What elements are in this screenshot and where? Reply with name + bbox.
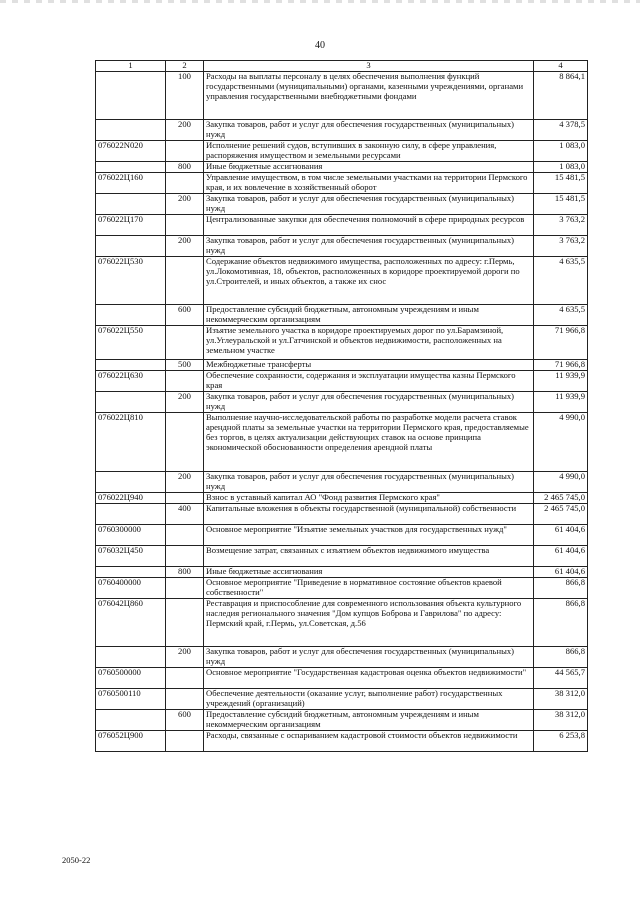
amount: 15 481,5 xyxy=(534,172,588,193)
expense-description: Основное мероприятие "Изъятие земельных участков для государственных нужд" xyxy=(204,524,534,545)
target-article-code: 076022Ц170 xyxy=(96,214,166,235)
expense-type-code xyxy=(166,172,204,193)
target-article-code xyxy=(96,566,166,577)
amount: 61 404,6 xyxy=(534,524,588,545)
expense-type-code: 400 xyxy=(166,503,204,524)
expense-description: Основное мероприятие "Приведение в нормативное состояние объектов краевой собственности" xyxy=(204,577,534,598)
table-row xyxy=(96,598,588,646)
amount: 38 312,0 xyxy=(534,709,588,730)
table-row xyxy=(96,730,588,751)
amount: 44 565,7 xyxy=(534,667,588,688)
expense-type-code: 100 xyxy=(166,71,204,119)
expense-type-code: 200 xyxy=(166,646,204,667)
expense-type-code xyxy=(166,545,204,566)
budget-table xyxy=(95,60,588,752)
amount: 11 939,9 xyxy=(534,391,588,412)
target-article-code xyxy=(96,119,166,140)
expense-description: Взнос в уставный капитал АО "Фонд развития Пермского края" xyxy=(204,492,534,503)
expense-description: Изъятие земельного участка в коридоре проектируемых дорог по ул.Барамзиной, ул.Углеуральской и ул.Гатчинской и объектов недвижимости, расположенных на земельном участке xyxy=(204,325,534,359)
amount: 4 378,5 xyxy=(534,119,588,140)
expense-description: Расходы, связанные с оспариванием кадастровой стоимости объектов недвижимости xyxy=(204,730,534,751)
expense-description: Обеспечение деятельности (оказание услуг, выполнение работ) государственных учреждений (организаций) xyxy=(204,688,534,709)
target-article-code xyxy=(96,471,166,492)
expense-type-code: 800 xyxy=(166,161,204,172)
amount: 2 465 745,0 xyxy=(534,492,588,503)
header-col-4: 4 xyxy=(534,61,588,72)
target-article-code: 0760400000 xyxy=(96,577,166,598)
table-row xyxy=(96,709,588,730)
table-row xyxy=(96,566,588,577)
target-article-code xyxy=(96,235,166,256)
target-article-code xyxy=(96,161,166,172)
target-article-code: 076042Ц860 xyxy=(96,598,166,646)
expense-type-code: 200 xyxy=(166,193,204,214)
table-row xyxy=(96,140,588,161)
target-article-code: 076022Ц530 xyxy=(96,256,166,304)
table-row xyxy=(96,193,588,214)
table-row xyxy=(96,235,588,256)
header-col-1: 1 xyxy=(96,61,166,72)
amount: 6 253,8 xyxy=(534,730,588,751)
target-article-code: 076022Ц810 xyxy=(96,412,166,471)
table-row xyxy=(96,325,588,359)
table-row xyxy=(96,370,588,391)
expense-type-code: 200 xyxy=(166,235,204,256)
amount: 4 635,5 xyxy=(534,256,588,304)
target-article-code: 076022Ц630 xyxy=(96,370,166,391)
expense-description: Возмещение затрат, связанных с изъятием объектов недвижимого имущества xyxy=(204,545,534,566)
table-row xyxy=(96,119,588,140)
expense-description: Капитальные вложения в объекты государственной (муниципальной) собственности xyxy=(204,503,534,524)
expense-type-code xyxy=(166,492,204,503)
page-number: 40 xyxy=(315,40,325,51)
amount: 71 966,8 xyxy=(534,359,588,370)
table-row xyxy=(96,688,588,709)
amount: 3 763,2 xyxy=(534,235,588,256)
expense-description: Обеспечение сохранности, содержания и эксплуатации имущества казны Пермского края xyxy=(204,370,534,391)
table-row xyxy=(96,503,588,524)
expense-description: Закупка товаров, работ и услуг для обеспечения государственных (муниципальных) нужд xyxy=(204,646,534,667)
amount: 38 312,0 xyxy=(534,688,588,709)
expense-description: Закупка товаров, работ и услуг для обеспечения государственных (муниципальных) нужд xyxy=(204,391,534,412)
expense-type-code xyxy=(166,598,204,646)
expense-type-code xyxy=(166,688,204,709)
target-article-code xyxy=(96,646,166,667)
expense-type-code xyxy=(166,325,204,359)
expense-type-code: 800 xyxy=(166,566,204,577)
expense-description: Содержание объектов недвижимого имущества, расположенных по адресу: г.Пермь, ул.Локомотивная, 18, объектов, расположенных в коридоре проектируемой дороги по ул.Строителей, и иных объектов, а также их снос xyxy=(204,256,534,304)
target-article-code: 076022Ц550 xyxy=(96,325,166,359)
amount: 866,8 xyxy=(534,646,588,667)
scan-edge xyxy=(0,0,640,3)
expense-description: Закупка товаров, работ и услуг для обеспечения государственных (муниципальных) нужд xyxy=(204,193,534,214)
expense-description: Управление имуществом, в том числе земельными участками на территории Пермского края, и их вовлечение в хозяйственный оборот xyxy=(204,172,534,193)
target-article-code: 076032Ц450 xyxy=(96,545,166,566)
expense-type-code xyxy=(166,214,204,235)
expense-type-code xyxy=(166,730,204,751)
table-row xyxy=(96,391,588,412)
target-article-code xyxy=(96,193,166,214)
expense-type-code xyxy=(166,667,204,688)
amount: 4 990,0 xyxy=(534,412,588,471)
expense-description: Предоставление субсидий бюджетным, автономным учреждениям и иным некоммерческим организациям xyxy=(204,304,534,325)
expense-type-code: 600 xyxy=(166,709,204,730)
amount: 61 404,6 xyxy=(534,545,588,566)
amount: 71 966,8 xyxy=(534,325,588,359)
table-row xyxy=(96,412,588,471)
amount: 1 083,0 xyxy=(534,140,588,161)
expense-type-code: 600 xyxy=(166,304,204,325)
target-article-code: 0760500110 xyxy=(96,688,166,709)
amount: 11 939,9 xyxy=(534,370,588,391)
expense-type-code: 200 xyxy=(166,119,204,140)
target-article-code: 076022Ц160 xyxy=(96,172,166,193)
table-row xyxy=(96,172,588,193)
table-body xyxy=(96,71,588,751)
target-article-code xyxy=(96,503,166,524)
table-row xyxy=(96,492,588,503)
expense-description: Расходы на выплаты персоналу в целях обеспечения выполнения функций государственными (муниципальными) органами, казенными учреждениями, органами управления государственными внебюджетными фондами xyxy=(204,71,534,119)
target-article-code xyxy=(96,71,166,119)
target-article-code: 076022N020 xyxy=(96,140,166,161)
amount: 866,8 xyxy=(534,577,588,598)
expense-type-code xyxy=(166,256,204,304)
target-article-code xyxy=(96,359,166,370)
target-article-code: 0760300000 xyxy=(96,524,166,545)
expense-description: Централизованные закупки для обеспечения полномочий в сфере природных ресурсов xyxy=(204,214,534,235)
target-article-code: 0760500000 xyxy=(96,667,166,688)
target-article-code: 076052Ц900 xyxy=(96,730,166,751)
table-row xyxy=(96,161,588,172)
expense-type-code xyxy=(166,524,204,545)
target-article-code xyxy=(96,304,166,325)
header-col-2: 2 xyxy=(166,61,204,72)
amount: 1 083,0 xyxy=(534,161,588,172)
target-article-code xyxy=(96,391,166,412)
target-article-code xyxy=(96,709,166,730)
expense-description: Исполнение решений судов, вступивших в законную силу, в сфере управления, распоряжения имуществом и земельными ресурсами xyxy=(204,140,534,161)
amount: 3 763,2 xyxy=(534,214,588,235)
amount: 2 465 745,0 xyxy=(534,503,588,524)
table-header-row xyxy=(96,61,588,72)
amount: 61 404,6 xyxy=(534,566,588,577)
table-row xyxy=(96,524,588,545)
expense-type-code: 200 xyxy=(166,391,204,412)
amount: 4 990,0 xyxy=(534,471,588,492)
amount: 4 635,5 xyxy=(534,304,588,325)
expense-type-code: 500 xyxy=(166,359,204,370)
expense-description: Межбюджетные трансферты xyxy=(204,359,534,370)
expense-description: Закупка товаров, работ и услуг для обеспечения государственных (муниципальных) нужд xyxy=(204,119,534,140)
target-article-code: 076022Ц940 xyxy=(96,492,166,503)
table-row xyxy=(96,71,588,119)
expense-description: Реставрация и приспособление для современного использования объекта культурного наследия регионального значения "Дом купцов Боброва и Гаврилова" по адресу: Пермский край, г.Пермь, ул.Советская, д.56 xyxy=(204,598,534,646)
table-row xyxy=(96,646,588,667)
document-code: 2050-22 xyxy=(62,855,91,865)
expense-description: Закупка товаров, работ и услуг для обеспечения государственных (муниципальных) нужд xyxy=(204,471,534,492)
table-row xyxy=(96,471,588,492)
expense-description: Иные бюджетные ассигнования xyxy=(204,566,534,577)
expense-description: Предоставление субсидий бюджетным, автономным учреждениям и иным некоммерческим организациям xyxy=(204,709,534,730)
header-col-3: 3 xyxy=(204,61,534,72)
expense-description: Основное мероприятие "Государственная кадастровая оценка объектов недвижимости" xyxy=(204,667,534,688)
expense-type-code xyxy=(166,140,204,161)
expense-type-code xyxy=(166,577,204,598)
table-row xyxy=(96,667,588,688)
expense-type-code xyxy=(166,412,204,471)
amount: 866,8 xyxy=(534,598,588,646)
table-row xyxy=(96,304,588,325)
amount: 8 864,1 xyxy=(534,71,588,119)
table-row xyxy=(96,256,588,304)
expense-description: Закупка товаров, работ и услуг для обеспечения государственных (муниципальных) нужд xyxy=(204,235,534,256)
expense-type-code: 200 xyxy=(166,471,204,492)
table-row xyxy=(96,359,588,370)
expense-description: Выполнение научно-исследовательской работы по разработке модели расчета ставок арендной платы за земельные участки на территории Пермского края, предоставляемые без торгов, в целях актуализации действующих ставок на основе принципа экономической обоснованности определения арендной платы xyxy=(204,412,534,471)
amount: 15 481,5 xyxy=(534,193,588,214)
expense-type-code xyxy=(166,370,204,391)
expense-description: Иные бюджетные ассигнования xyxy=(204,161,534,172)
table-row xyxy=(96,577,588,598)
table-row xyxy=(96,214,588,235)
table-row xyxy=(96,545,588,566)
